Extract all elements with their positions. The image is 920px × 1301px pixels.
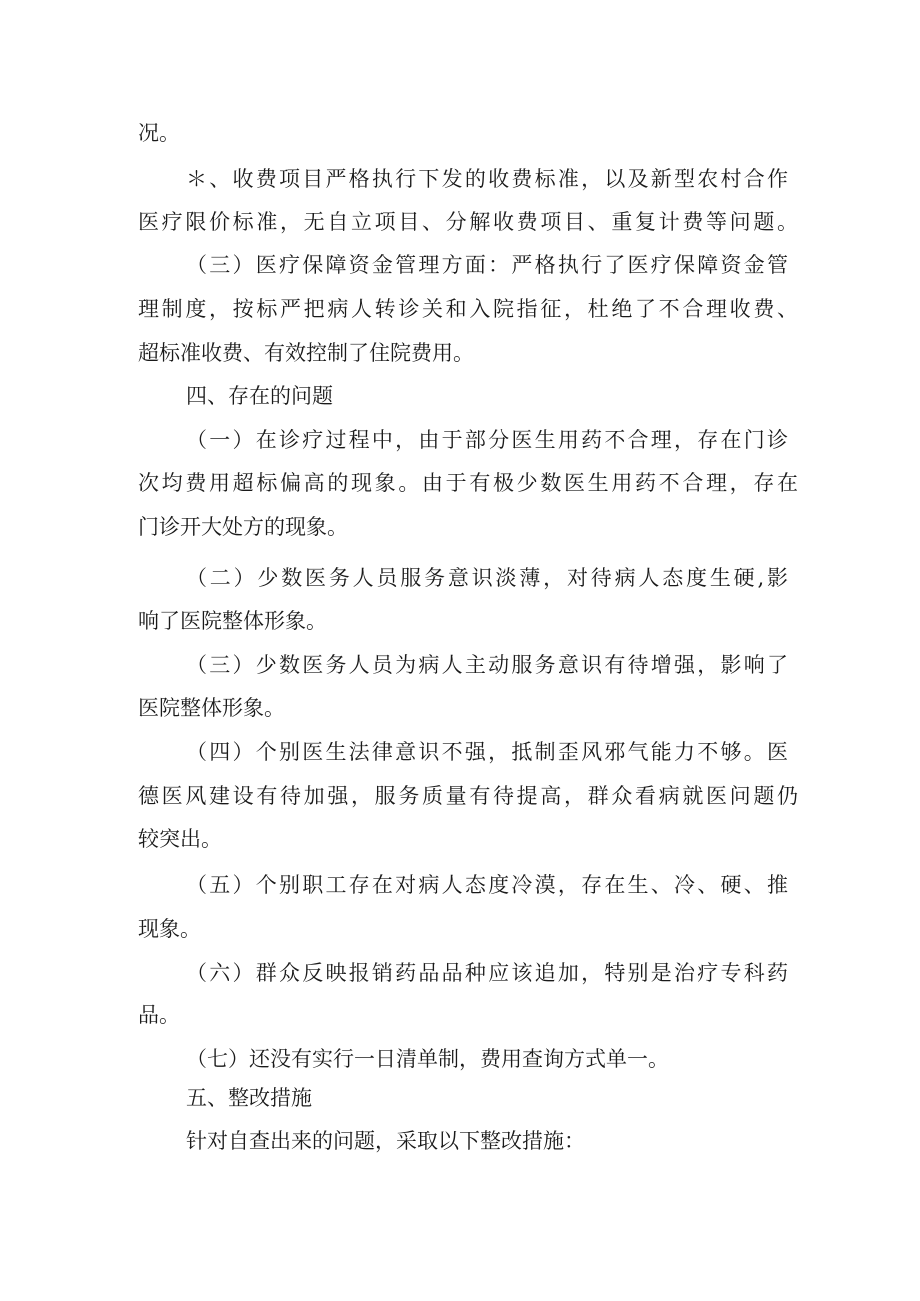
text-line: 较突出。 [138, 827, 222, 851]
text-line: （三）少数医务人员为病人主动服务意识有待增强，影响了 [186, 653, 788, 677]
text-line: 响了医院整体形象。 [138, 609, 327, 633]
text-line: （三）医疗保障资金管理方面：严格执行了医疗保障资金管 [186, 253, 788, 277]
text-line: ＊、收费项目严格执行下发的收费标准，以及新型农村合作 [186, 167, 788, 191]
text-line: （一）在诊疗过程中，由于部分医生用药不合理，存在门诊 [186, 428, 788, 452]
section-heading: 五、整改措施 [186, 1086, 312, 1110]
text-line: 医院整体形象。 [138, 696, 285, 720]
text-line: （五）个别职工存在对病人态度冷漠，存在生、冷、硬、推 [186, 873, 788, 897]
text-line: 品。 [138, 1003, 180, 1027]
text-line: 德医风建设有待加强，服务质量有待提高，群众看病就医问题仍 [138, 784, 798, 808]
section-heading: 四、存在的问题 [186, 384, 333, 408]
text-line: 医疗限价标准，无自立项目、分解收费项目、重复计费等问题。 [138, 210, 798, 234]
text-line: 理制度，按标严把病人转诊关和入院指征，杜绝了不合理收费、 [138, 297, 798, 321]
text-line: 次均费用超标偏高的现象。由于有极少数医生用药不合理，存在 [138, 471, 798, 495]
text-line: （二）少数医务人员服务意识淡薄，对待病人态度生硬,影 [186, 566, 788, 590]
text-line: 针对自查出来的问题，采取以下整改措施： [186, 1129, 585, 1153]
text-line: （四）个别医生法律意识不强，抵制歪风邪气能力不够。医 [186, 740, 788, 764]
text-line: 超标准收费、有效控制了住院费用。 [138, 341, 474, 365]
text-line: （六）群众反映报销药品品种应该追加，特别是治疗专科药 [186, 961, 788, 985]
text-line: （七）还没有实行一日清单制，费用查询方式单一。 [186, 1047, 669, 1071]
text-line: 况。 [138, 121, 180, 145]
text-line: 现象。 [138, 917, 201, 941]
text-line: 门诊开大处方的现象。 [138, 515, 348, 539]
